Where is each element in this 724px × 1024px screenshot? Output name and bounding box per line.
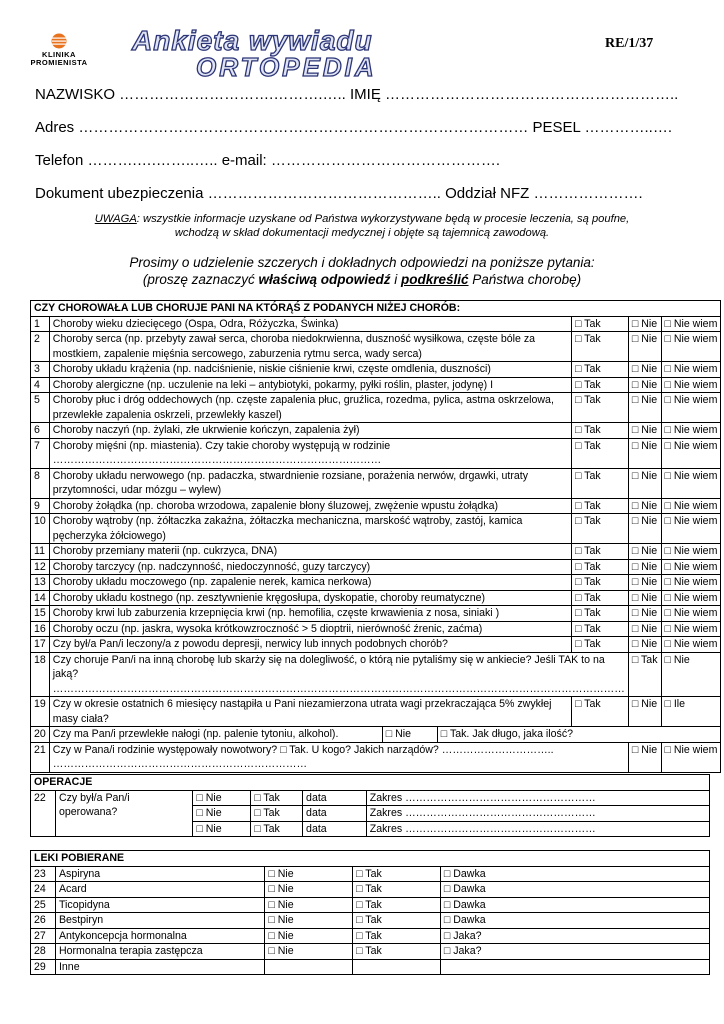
logo-line-2: PROMIENISTA [30, 58, 88, 67]
row-number: 7 [31, 438, 50, 468]
form-code: RE/1/37 [605, 36, 654, 51]
checkbox-tak[interactable]: □ Tak [572, 590, 629, 606]
checkbox-nie-wiem[interactable]: □ Nie wiem [661, 575, 721, 591]
checkbox-nie-wiem[interactable]: □ Nie wiem [661, 377, 721, 393]
drug-row [31, 928, 710, 944]
note-text: : wszystkie informacje uzyskane od Państwa wykorzystywane będą w procesie leczenia, są poufne, [136, 213, 630, 225]
drug-name: Antykoncepcja hormonalna [55, 928, 264, 944]
privacy-note [20, 212, 704, 240]
checkbox-nie[interactable]: □ Nie [193, 790, 251, 806]
checkbox-nie-wiem[interactable]: □ Nie wiem [661, 316, 721, 332]
checkbox-tak[interactable]: □ Tak [353, 928, 441, 944]
drug-row [31, 944, 710, 960]
checkbox-tak[interactable]: □ Tak [251, 821, 303, 837]
checkbox-nie[interactable]: □ Nie [628, 559, 661, 575]
row-number: 28 [31, 944, 56, 960]
checkbox-tak[interactable]: □ Tak [572, 514, 629, 544]
checkbox-tak[interactable]: □ Tak [572, 332, 629, 362]
checkbox-nie-wiem[interactable]: □ Nie wiem [661, 498, 721, 514]
row-20-content [49, 727, 721, 743]
drug-name: Ticopidyna [55, 897, 264, 913]
checkbox-nie[interactable]: □ Nie [628, 637, 661, 653]
checkbox-dawka[interactable]: □ Dawka [440, 913, 709, 929]
title-ortopedia: ORTOPEDIA [196, 52, 377, 82]
disease-question: Choroby alergiczne (np. uczulenie na leki – antybiotyki, pokarmy, pyłki roślin, plaster, jodynę) I [49, 377, 571, 393]
checkbox-tak[interactable]: □ Tak [251, 790, 303, 806]
disease-question: Czy w Pana/i rodzinie występowały nowotwory? □ Tak. U kogo? Jakich narządów? ………………………….. ……………………………………………………………… [49, 742, 628, 772]
disease-row-18 [31, 652, 721, 697]
checkbox-tak[interactable]: □ Tak [572, 468, 629, 498]
checkbox-dawka[interactable]: □ Dawka [440, 882, 709, 898]
row-number: 10 [31, 514, 50, 544]
disease-question: Choroby płuc i dróg oddechowych (np. częste zapalenia płuc, gruźlica, rozedma, pylica, astma oskrzelowa, przewlekłe zapalenia oskrzeli, przewlekły kaszel) [49, 393, 571, 423]
checkbox-nie[interactable]: □ Nie [628, 590, 661, 606]
checkbox-tak[interactable]: □ Tak [572, 362, 629, 378]
checkbox-nie[interactable]: □ Nie [628, 377, 661, 393]
checkbox-nie-wiem[interactable]: □ Nie wiem [661, 742, 721, 772]
row-number: 29 [31, 959, 56, 975]
checkbox-tak[interactable]: □ Tak [572, 559, 629, 575]
drug-name: Acard [55, 882, 264, 898]
row-number: 9 [31, 498, 50, 514]
checkbox-nie-wiem[interactable]: □ Nie wiem [661, 468, 721, 498]
checkbox-tak[interactable]: □ Tak [353, 866, 441, 882]
checkbox-nie[interactable]: □ Nie [661, 652, 721, 697]
checkbox-nie[interactable]: □ Nie [628, 514, 661, 544]
instructions-line-2: (proszę zaznaczyć właściwą odpowiedź i podkreślić Państwa chorobę) [142, 272, 582, 287]
diseases-table [30, 300, 721, 773]
instructions [20, 254, 704, 288]
checkbox-nie[interactable]: □ Nie [628, 332, 661, 362]
checkbox-tak[interactable]: □ Tak [353, 913, 441, 929]
disease-row-20 [31, 727, 721, 743]
checkbox-tak[interactable]: □ Tak [353, 882, 441, 898]
checkbox-nie[interactable]: □ Nie [628, 621, 661, 637]
disease-row [31, 332, 721, 362]
disease-row [31, 498, 721, 514]
checkbox-nie-wiem[interactable]: □ Nie wiem [661, 362, 721, 378]
checkbox-dawka[interactable]: □ Jaka? [440, 928, 709, 944]
checkbox-nie[interactable]: □ Nie [628, 544, 661, 560]
checkbox-tak[interactable]: □ Tak [572, 438, 629, 468]
row-number: 5 [31, 393, 50, 423]
drug-name: Aspiryna [55, 866, 264, 882]
disease-row-19 [31, 697, 721, 727]
row-number: 11 [31, 544, 50, 560]
checkbox-tak[interactable]: □ Tak [251, 806, 303, 822]
operations-header: OPERACJE [31, 775, 710, 791]
drugs-header-row [31, 851, 710, 867]
checkbox-nie-wiem[interactable]: □ Nie wiem [661, 590, 721, 606]
checkbox-nie-wiem[interactable]: □ Nie wiem [661, 544, 721, 560]
disease-question: Choroby oczu (np. jaskra, wysoka krótkowzroczność > 5 dioptrii, nierówność źrenic, zaćma) [49, 621, 571, 637]
row-number: 24 [31, 882, 56, 898]
checkbox-tak[interactable]: □ Tak [628, 652, 661, 697]
row-number: 8 [31, 468, 50, 498]
checkbox-tak[interactable] [353, 959, 441, 975]
checkbox-nie[interactable]: □ Nie [628, 498, 661, 514]
note-label: UWAGA [94, 213, 137, 225]
checkbox-nie[interactable]: □ Nie [628, 468, 661, 498]
disease-question: Choroby mięśni (np. miastenia). Czy takie choroby występują w rodzinie ………………………………………………………………………………… [49, 438, 571, 468]
row-number: 6 [31, 423, 50, 439]
checkbox-tak-jak-dlugo[interactable]: □ Tak. Jak długo, jaka ilość? [440, 728, 574, 740]
checkbox-nie[interactable] [265, 959, 353, 975]
diseases-header: CZY CHOROWAŁA LUB CHORUJE PANI NA KTÓRĄŚ Z PODANYCH NIŻEJ CHORÓB: [31, 301, 721, 317]
disease-row [31, 590, 721, 606]
row-number: 21 [31, 742, 50, 772]
checkbox-nie[interactable]: □ Nie [265, 944, 353, 960]
disease-question: Czy w okresie ostatnich 6 miesięcy nastąpiła u Pani niezamierzona utrata wagi przekraczająca 5% zwykłej masy ciała? [49, 697, 571, 727]
disease-question: Czy choruje Pan/i na inną chorobę lub skarży się na dolegliwość, o którą nie pytaliśmy się w ankiecie? Jeśli TAK to na jaką? ……………………………………………………………………………………………………………………………………………… [49, 652, 628, 697]
row-number: 14 [31, 590, 50, 606]
name-surname-field[interactable]: NAZWISKO ………………………….……….….. IMIĘ ………………………………………………….. [35, 86, 679, 103]
disease-row [31, 621, 721, 637]
checkbox-nie-wiem[interactable]: □ Nie wiem [661, 559, 721, 575]
disease-row-21 [31, 742, 721, 772]
disease-row [31, 377, 721, 393]
drug-row [31, 897, 710, 913]
operations-table [30, 774, 710, 837]
checkbox-ile[interactable]: □ Ile [661, 697, 721, 727]
checkbox-nie[interactable]: □ Nie [628, 423, 661, 439]
operation-row [31, 790, 710, 806]
checkbox-tak[interactable]: □ Tak [572, 423, 629, 439]
row-number: 16 [31, 621, 50, 637]
disease-row [31, 316, 721, 332]
row-number: 2 [31, 332, 50, 362]
disease-row [31, 438, 721, 468]
disease-question: Choroby układu nerwowego (np. padaczka, stwardnienie rozsiane, porażenia nerwów, drgawki, utraty przytomności, udar mózgu – wylew) [49, 468, 571, 498]
checkbox-nie[interactable]: □ Nie [193, 821, 251, 837]
operation-date[interactable]: data [303, 790, 367, 806]
checkbox-nie[interactable]: □ Nie [265, 913, 353, 929]
disease-row [31, 559, 721, 575]
drug-name: Inne [55, 959, 264, 975]
checkbox-tak[interactable]: □ Tak [353, 897, 441, 913]
checkbox-nie-wiem[interactable]: □ Nie wiem [661, 514, 721, 544]
checkbox-tak[interactable]: □ Tak [572, 377, 629, 393]
checkbox-nie-wiem[interactable]: □ Nie wiem [661, 606, 721, 622]
checkbox-dawka[interactable] [440, 959, 709, 975]
disease-row [31, 468, 721, 498]
checkbox-nie-wiem[interactable]: □ Nie wiem [661, 637, 721, 653]
drug-row [31, 959, 710, 975]
disease-question: Choroby żołądka (np. choroba wrzodowa, zapalenie błony śluzowej, zwężenie wpustu żołądka) [49, 498, 571, 514]
checkbox-tak[interactable]: □ Tak [572, 393, 629, 423]
disease-question: Choroby tarczycy (np. nadczynność, niedoczynność, guzy tarczycy) [49, 559, 571, 575]
disease-question: Choroby wieku dziecięcego (Ospa, Odra, Różyczka, Świnka) [49, 316, 571, 332]
checkbox-nie[interactable]: □ Nie [628, 575, 661, 591]
row-number: 13 [31, 575, 50, 591]
disease-row [31, 606, 721, 622]
disease-row [31, 514, 721, 544]
checkbox-nie-wiem[interactable]: □ Nie wiem [661, 438, 721, 468]
row-number: 4 [31, 377, 50, 393]
checkbox-tak[interactable]: □ Tak [572, 606, 629, 622]
row-number: 27 [31, 928, 56, 944]
checkbox-nie[interactable]: □ Nie [383, 727, 438, 742]
row-number: 17 [31, 637, 50, 653]
checkbox-dawka[interactable]: □ Jaka? [440, 944, 709, 960]
operation-question: Czy był/a Pan/i operowana? [55, 790, 192, 837]
instructions-line-1: Prosimy o udzielenie szczerych i dokładnych odpowiedzi na poniższe pytania: [129, 255, 595, 270]
checkbox-nie[interactable]: □ Nie [265, 928, 353, 944]
row-number: 19 [31, 697, 50, 727]
checkbox-nie-wiem[interactable]: □ Nie wiem [661, 393, 721, 423]
checkbox-tak[interactable]: □ Tak [572, 575, 629, 591]
row-number: 1 [31, 316, 50, 332]
checkbox-tak[interactable]: □ Tak [572, 637, 629, 653]
checkbox-nie-wiem[interactable]: □ Nie wiem [661, 621, 721, 637]
checkbox-tak[interactable]: □ Tak [572, 544, 629, 560]
drug-name: Hormonalna terapia zastępcza [55, 944, 264, 960]
row-number: 18 [31, 652, 50, 697]
drugs-table [30, 850, 710, 975]
checkbox-nie[interactable]: □ Nie [265, 897, 353, 913]
address-pesel-field[interactable]: Adres ……………………………………………………………………………… PESEL …………..…. [35, 119, 672, 136]
drug-row [31, 882, 710, 898]
operation-date[interactable]: data [303, 806, 367, 822]
disease-question: Choroby wątroby (np. żółtaczka zakaźna, żółtaczka mechaniczna, marskość wątroby, zastój, kamica pęcherzyka żółciowego) [49, 514, 571, 544]
drug-row [31, 913, 710, 929]
operation-date[interactable]: data [303, 821, 367, 837]
disease-question: Czy był/a Pan/i leczony/a z powodu depresji, nerwicy lub innych podobnych chorób? [49, 637, 571, 653]
checkbox-dawka[interactable]: □ Dawka [440, 897, 709, 913]
checkbox-nie[interactable]: □ Nie [628, 362, 661, 378]
checkbox-tak[interactable]: □ Tak [353, 944, 441, 960]
checkbox-nie[interactable]: □ Nie [628, 316, 661, 332]
disease-question: Choroby układu krążenia (np. nadciśnienie, niskie ciśnienie krwi, częste omdlenia, duszności) [49, 362, 571, 378]
checkbox-nie[interactable]: □ Nie [193, 806, 251, 822]
disease-row [31, 393, 721, 423]
diseases-header-row [31, 301, 721, 317]
checkbox-tak[interactable]: □ Tak [572, 316, 629, 332]
checkbox-tak[interactable]: □ Tak [572, 621, 629, 637]
disease-row [31, 362, 721, 378]
disease-row [31, 637, 721, 653]
disease-row [31, 544, 721, 560]
clinic-logo-text [28, 51, 90, 67]
checkbox-nie-wiem[interactable]: □ Nie wiem [661, 423, 721, 439]
drug-row [31, 866, 710, 882]
insurance-nfz-field[interactable]: Dokument ubezpieczenia ……………………………………….. Oddział NFZ …………………. [35, 185, 643, 202]
disease-question: Choroby układu kostnego (np. zesztywnienie kręgosłupa, dyskopatie, choroby reumatyczne) [49, 590, 571, 606]
operations-header-row [31, 775, 710, 791]
operation-scope[interactable]: Zakres ……………………………………………… [366, 790, 709, 806]
logo-line-1: KLINIKA [42, 50, 76, 59]
checkbox-nie[interactable]: □ Nie [628, 606, 661, 622]
checkbox-tak[interactable]: □ Tak [572, 697, 629, 727]
row-number: 20 [31, 727, 50, 743]
checkbox-nie[interactable]: □ Nie [628, 697, 661, 727]
checkbox-tak[interactable]: □ Tak [572, 498, 629, 514]
row-number: 23 [31, 866, 56, 882]
checkbox-nie[interactable]: □ Nie [628, 438, 661, 468]
disease-question: Czy ma Pan/i przewlekłe nałogi (np. palenie tytoniu, alkohol). [50, 727, 383, 742]
disease-row [31, 423, 721, 439]
drugs-header: LEKI POBIERANE [31, 851, 710, 867]
disease-question: Choroby przemiany materii (np. cukrzyca, DNA) [49, 544, 571, 560]
checkbox-nie[interactable]: □ Nie [628, 742, 661, 772]
checkbox-nie[interactable]: □ Nie [265, 882, 353, 898]
row-number: 26 [31, 913, 56, 929]
checkbox-nie[interactable]: □ Nie [265, 866, 353, 882]
checkbox-dawka[interactable]: □ Dawka [440, 866, 709, 882]
row-number: 3 [31, 362, 50, 378]
clinic-logo-icon [51, 33, 67, 49]
checkbox-nie[interactable]: □ Nie [628, 393, 661, 423]
disease-question: Choroby naczyń (np. żylaki, złe ukrwienie kończyn, zapalenia żył) [49, 423, 571, 439]
disease-question: Choroby serca (np. przebyty zawał serca, choroba niedokrwienna, duszność wysiłkowa, częste bóle za mostkiem, zapalenie mięśnia sercowego, zaburzenia rytmu serca, wady serca) [49, 332, 571, 362]
disease-row [31, 575, 721, 591]
row-number: 15 [31, 606, 50, 622]
drug-name: Bestpiryn [55, 913, 264, 929]
checkbox-nie-wiem[interactable]: □ Nie wiem [661, 332, 721, 362]
operation-scope[interactable]: Zakres ……………………………………………… [366, 821, 709, 837]
disease-question: Choroby krwi lub zaburzenia krzepnięcia krwi (np. hemofilia, częste krwawienia z nosa, siniaki ) [49, 606, 571, 622]
title-ankieta: Ankieta wywiadu [132, 25, 373, 56]
phone-email-field[interactable]: Telefon ……….….……..….. e-mail: ………………………………………. [35, 152, 501, 169]
row-number: 22 [31, 790, 56, 837]
operation-scope[interactable]: Zakres ……………………………………………… [366, 806, 709, 822]
disease-question: Choroby układu moczowego (np. zapalenie nerek, kamica nerkowa) [49, 575, 571, 591]
row-number: 25 [31, 897, 56, 913]
row-number: 12 [31, 559, 50, 575]
note-text-2: wchodzą w skład dokumentacji medycznej i objęte są tajemnicą zawodową. [174, 227, 550, 239]
